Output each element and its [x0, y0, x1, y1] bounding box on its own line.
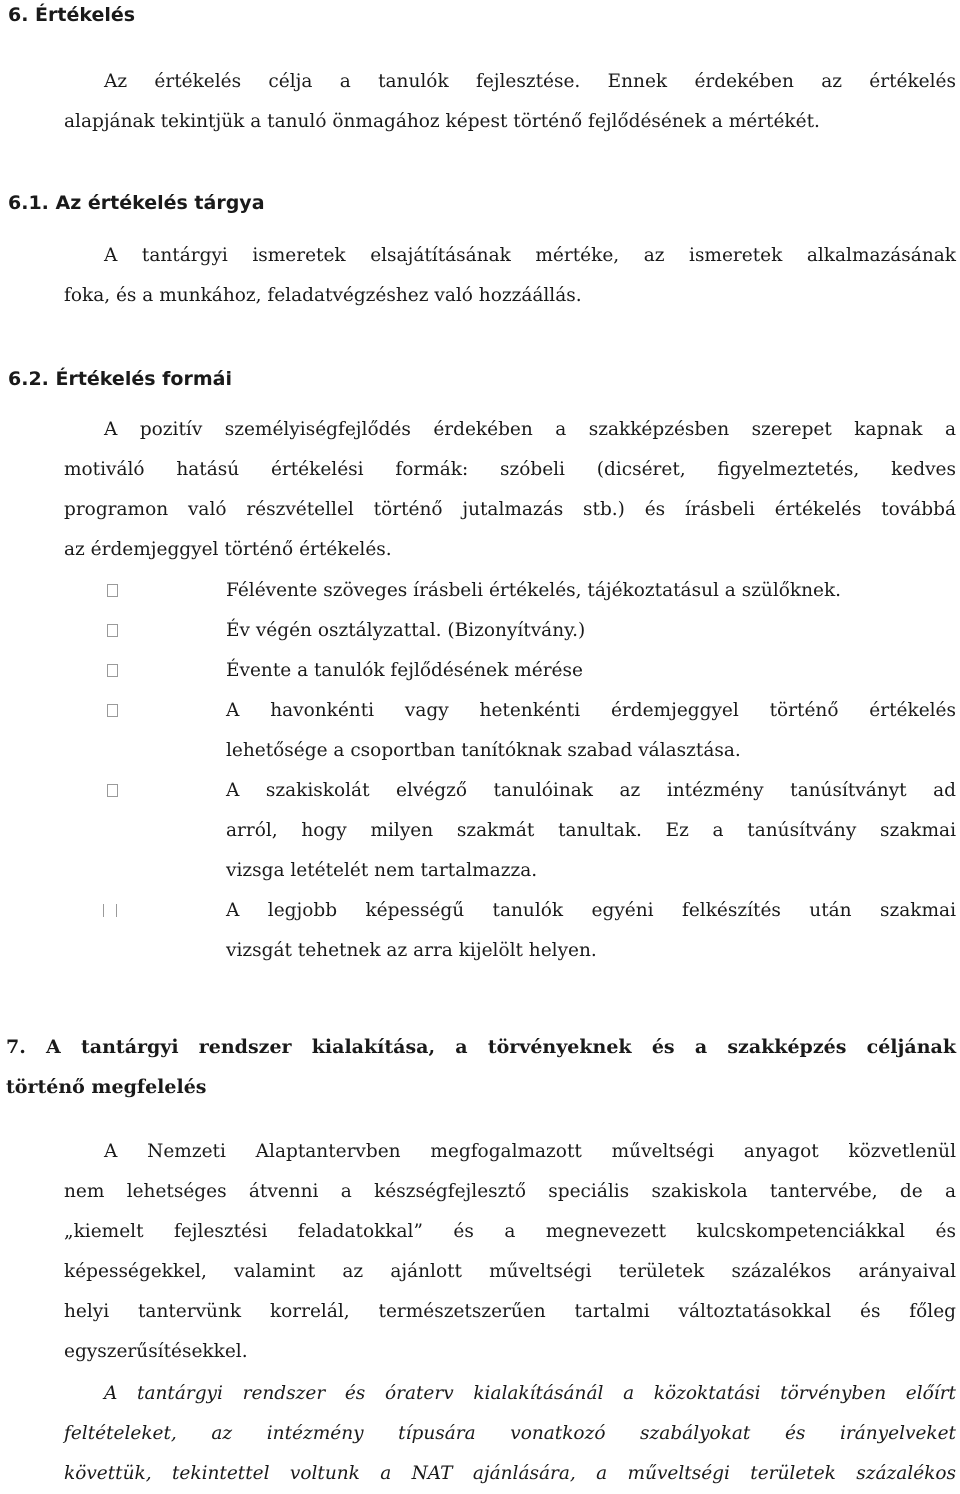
text-line: képességekkel, valamint az ajánlott műveltségi területek százalékos arányaival	[64, 1261, 956, 1282]
list-item	[226, 691, 956, 771]
section-6-2-heading: 6.2. Értékelés formái	[8, 368, 232, 390]
list-item-line: A legjobb képességű tanulók egyéni felkészítés után szakmai	[226, 900, 956, 921]
bullet-square-icon	[107, 704, 118, 717]
heading-line: történő megfelelés	[6, 1076, 207, 1098]
section-7-heading	[6, 1027, 956, 1107]
list-item-line: Évente a tanulók fejlődésének mérése	[226, 660, 583, 681]
bullet-square-icon	[107, 584, 118, 597]
bullet-square-icon	[107, 664, 118, 677]
text-line: egyszerűsítésekkel.	[64, 1341, 248, 1362]
list-item	[226, 891, 956, 971]
text-line: A tantárgyi rendszer és óraterv kialakításánál a közoktatási törvényben előírt	[104, 1383, 956, 1404]
list-item-line: Félévente szöveges írásbeli értékelés, tájékoztatásul a szülőknek.	[226, 580, 842, 601]
text-line: nem lehetséges átvenni a készségfejlesztő speciális szakiskola tantervébe, de a	[64, 1181, 956, 1202]
text-line: A pozitív személyiségfejlődés érdekében a szakképzésben szerepet kapnak a	[104, 419, 956, 440]
section-7-text	[64, 1132, 956, 1372]
text-line: helyi tantervünk korrelál, természetszerűen tartalmi változtatásokkal és főleg	[64, 1301, 956, 1322]
text-line: követtük, tekintettel voltunk a NAT ajánlására, a műveltségi területek százalékos	[64, 1463, 956, 1484]
section-6-1-text	[64, 236, 956, 316]
intro-line: alapjának tekintjük a tanuló önmagához képest történő fejlődésének a mértékét.	[64, 111, 820, 132]
bullet-square-icon	[103, 904, 117, 917]
text-line: foka, és a munkához, feladatvégzéshez való hozzáállás.	[64, 285, 582, 306]
text-line: A Nemzeti Alaptantervben megfogalmazott műveltségi anyagot közvetlenül	[104, 1141, 956, 1162]
list-item-line: vizsga letételét nem tartalmazza.	[226, 860, 538, 881]
text-line: „kiemelt fejlesztési feladatokkal” és a megnevezett kulcskompetenciákkal és	[64, 1221, 956, 1242]
list-item	[226, 611, 956, 651]
section-6-2-text	[64, 410, 956, 570]
list-item	[226, 771, 956, 891]
list-item-line: lehetősége a csoportban tanítóknak szabad választása.	[226, 740, 741, 761]
list-item-line: arról, hogy milyen szakmát tanultak. Ez a tanúsítvány szakmai	[226, 820, 956, 841]
section-6-intro	[64, 62, 956, 142]
bullet-square-icon	[107, 624, 118, 637]
text-line: A tantárgyi ismeretek elsajátításának mértéke, az ismeretek alkalmazásának	[104, 245, 956, 266]
list-item	[226, 571, 956, 611]
text-line: programon való részvétellel történő jutalmazás stb.) és írásbeli értékelés továbbá	[64, 499, 956, 520]
bullet-square-icon	[107, 784, 118, 797]
section-6-heading: 6. Értékelés	[8, 4, 136, 26]
text-line: feltételeket, az intézmény típusára vonatkozó szabályokat és irányelveket	[64, 1423, 956, 1444]
text-line: az érdemjeggyel történő értékelés.	[64, 539, 392, 560]
section-7-italic-text	[64, 1374, 956, 1494]
section-6-1-heading: 6.1. Az értékelés tárgya	[8, 192, 265, 214]
heading-line: 7. A tantárgyi rendszer kialakítása, a törvényeknek és a szakképzés céljának	[6, 1036, 956, 1058]
list-item-line: vizsgát tehetnek az arra kijelölt helyen.	[226, 940, 597, 961]
list-item	[226, 651, 956, 691]
list-item-line: A havonkénti vagy hetenkénti érdemjeggyel történő értékelés	[226, 700, 956, 721]
intro-line: Az értékelés célja a tanulók fejlesztése. Ennek érdekében az értékelés	[104, 71, 956, 92]
list-item-line: A szakiskolát elvégző tanulóinak az intézmény tanúsítványt ad	[226, 780, 956, 801]
text-line: motiváló hatású értékelési formák: szóbeli (dicséret, figyelmeztetés, kedves	[64, 459, 956, 480]
list-item-line: Év végén osztályzattal. (Bizonyítvány.)	[226, 620, 586, 641]
